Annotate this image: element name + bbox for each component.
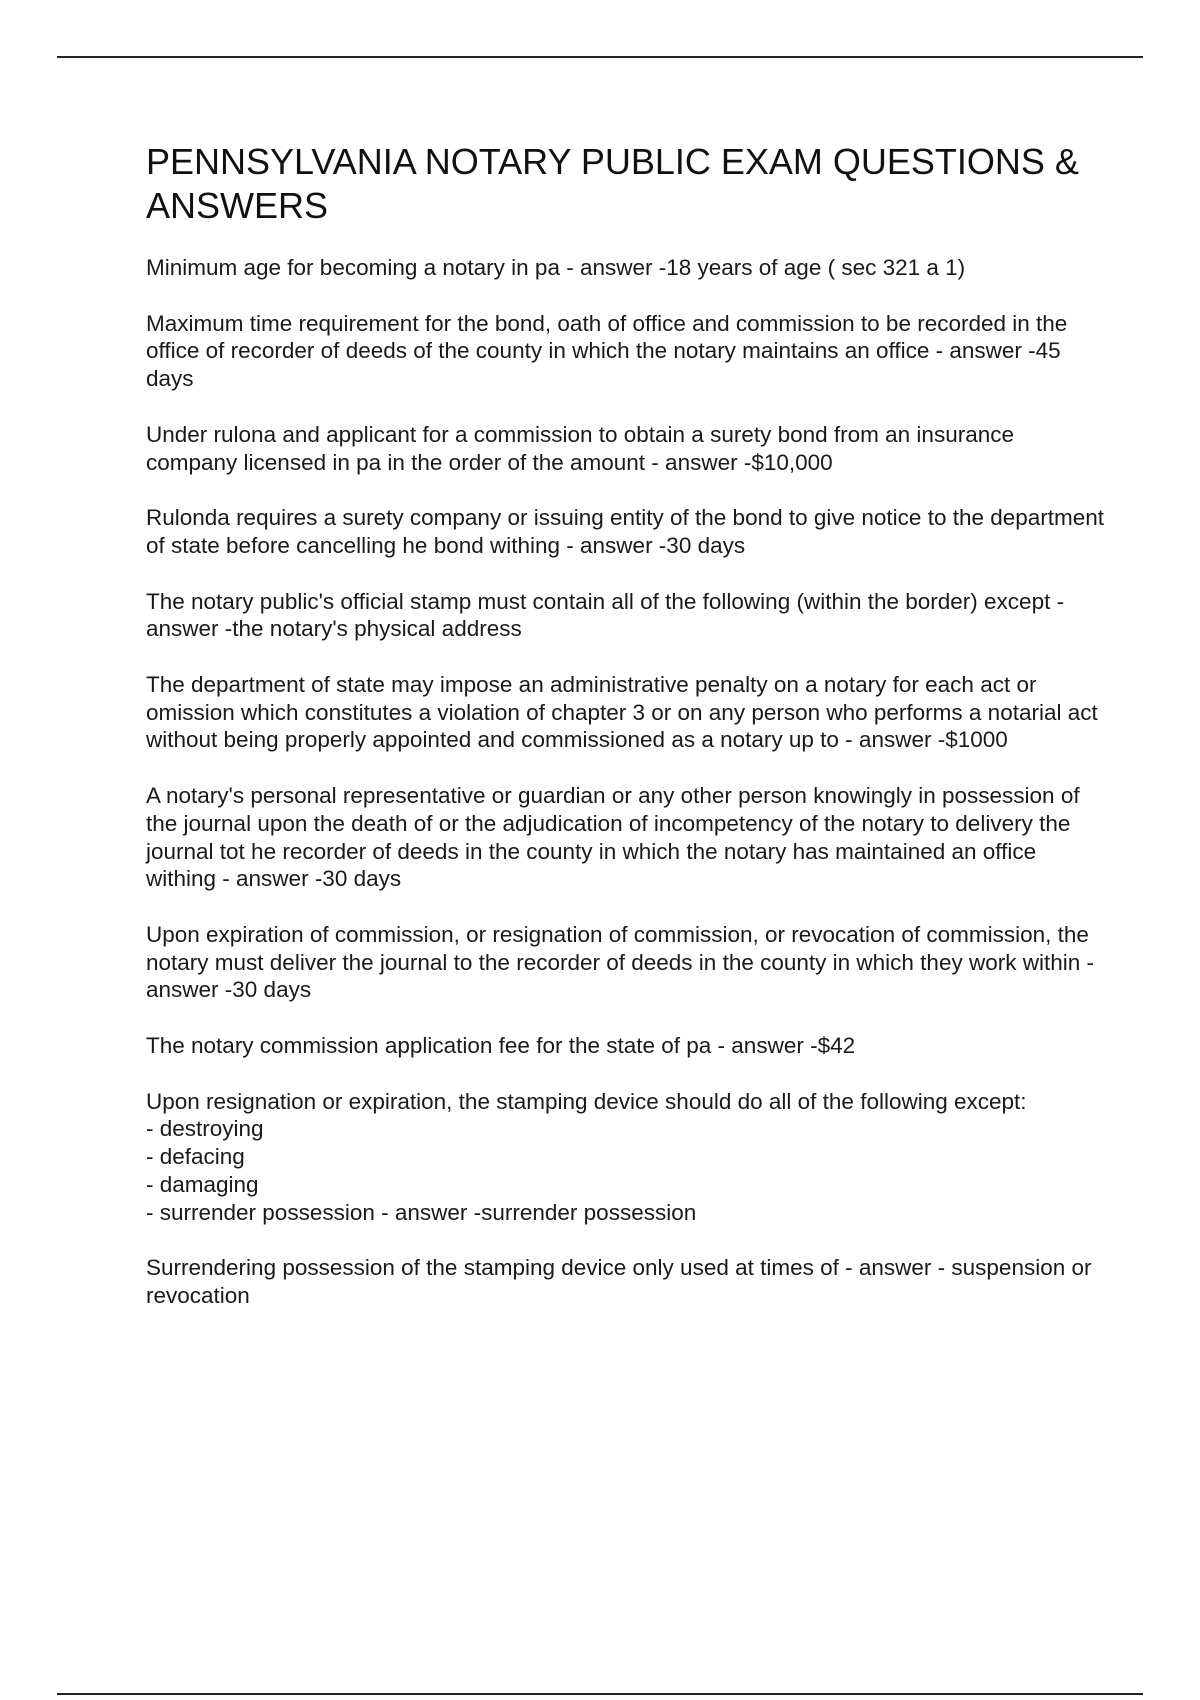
top-rule xyxy=(57,56,1143,58)
qa-item-9: The notary commission application fee for the state of pa - answer -$42 xyxy=(146,1033,856,1059)
bottom-rule xyxy=(57,1693,1143,1695)
qa-item-5: The notary public's official stamp must contain all of the following (within the border) except - answer -the notary's physical address xyxy=(146,588,1065,642)
qa-item-6: The department of state may impose an administrative penalty on a notary for each act or omission which constitutes a violation of chapter 3 or on any person who performs a notarial act without being properly appointed and commissioned as a notary up to - answer -$1000 xyxy=(146,672,1098,753)
qa-item-11: Surrendering possession of the stamping device only used at times of - answer - suspension or revocation xyxy=(146,1255,1092,1308)
qa-item-1: Minimum age for becoming a notary in pa - answer -18 years of age ( sec 321 a 1) xyxy=(146,255,966,280)
qa-item-7: A notary's personal representative or guardian or any other person knowingly in possession of the journal upon the death of or the adjudication of incompetency of the notary to delivery the journal tot he recorder of deeds in the county in which the notary has maintained an office withing - answer -30 days xyxy=(146,783,1080,892)
qa-item-4: Rulonda requires a surety company or issuing entity of the bond to give notice to the department of state before cancelling he bond withing - answer -30 days xyxy=(146,505,1105,558)
document-page xyxy=(146,140,1106,1338)
qa-item-2: Maximum time requirement for the bond, oath of office and commission to be recorded in the office of recorder of deeds of the county in which the notary maintains an office - answer -45 days xyxy=(146,310,1068,392)
document-title: PENNSYLVANIA NOTARY PUBLIC EXAM QUESTIONS & ANSWERS xyxy=(146,141,1079,226)
qa-item-10: Upon resignation or expiration, the stamping device should do all of the following except: - destroying - defacing - damaging - surrender possession - answer -surrender possession xyxy=(146,1088,1027,1225)
qa-item-3: Under rulona and applicant for a commission to obtain a surety bond from an insurance company licensed in pa in the order of the amount - answer -$10,000 xyxy=(146,421,1014,475)
qa-item-8: Upon expiration of commission, or resignation of commission, or revocation of commission, the notary must deliver the journal to the recorder of deeds in the county in which they work within - answer -30 days xyxy=(146,921,1094,1003)
